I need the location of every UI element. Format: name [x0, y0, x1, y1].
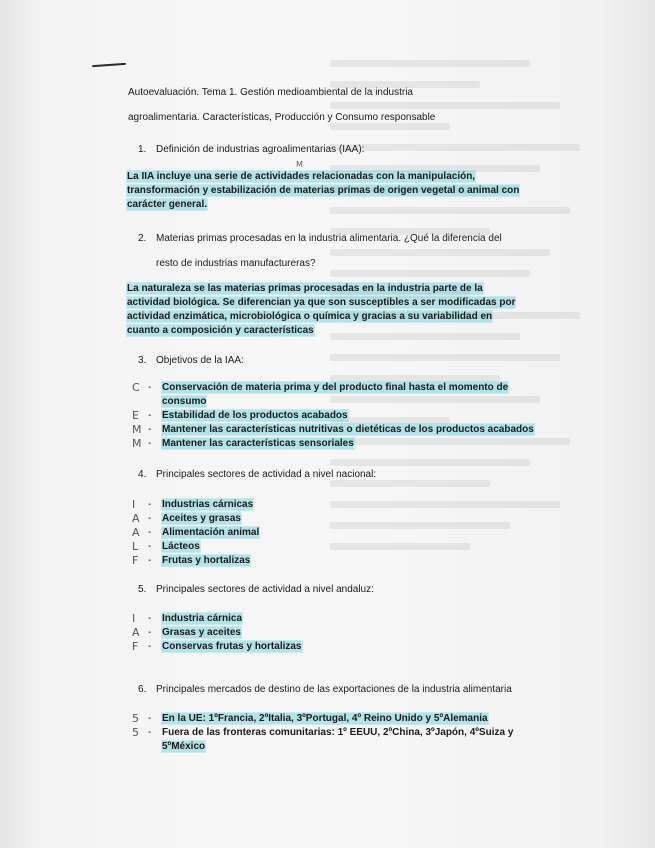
question-4: 4. Principales sectores de actividad a nivel nacional: — [138, 469, 377, 480]
list-item: Lácteos — [162, 541, 200, 552]
doc-title-line2: agroalimentaria. Características, Producción y Consumo responsable — [128, 112, 436, 123]
question-2-line1: 2. Materias primas procesadas en la industria alimentaria. ¿Qué la diferencia del — [138, 233, 502, 244]
list-item-continuation: 5ºMéxico — [162, 741, 206, 752]
list-item: Industria cárnica — [162, 613, 243, 624]
list-item: Mantener las características nutritivas o dietéticas de los productos acabados — [162, 424, 534, 435]
bleed-through-text — [330, 60, 610, 620]
list-item: Conservación de materia prima y del producto final hasta el momento de — [162, 382, 509, 393]
list-item: Mantener las características sensoriales — [162, 438, 354, 449]
margin-letter: F — [132, 640, 139, 653]
margin-letter: 5 — [132, 726, 139, 739]
bullet-dash: - — [148, 499, 152, 510]
question-3: 3. Objetivos de la IAA: — [138, 355, 244, 366]
bullet-dash: - — [148, 424, 152, 435]
list-item: Alimentación animal — [162, 527, 260, 538]
margin-letter: A — [132, 626, 140, 639]
list-item: Frutas y hortalizas — [162, 555, 251, 566]
margin-letter: I — [132, 612, 136, 625]
margin-letter: M — [132, 437, 142, 450]
list-item: En la UE: 1ºFrancia, 2ºItalia, 3ºPortugal, 4º Reino Unido y 5ºAlemania — [162, 713, 488, 724]
doc-title-line1: Autoevaluación. Tema 1. Gestión medioambiental de la industria — [128, 87, 413, 98]
margin-letter: A — [132, 512, 140, 525]
pen-mark — [92, 63, 126, 67]
list-item-continuation: consumo — [162, 396, 207, 407]
bullet-dash: - — [148, 438, 152, 449]
bullet-dash: - — [148, 541, 152, 552]
bullet-dash: - — [148, 555, 152, 566]
list-item: Conservas frutas y hortalizas — [162, 641, 302, 652]
bullet-dash: - — [148, 527, 152, 538]
margin-letter: 5 — [132, 712, 139, 725]
margin-letter: M — [132, 423, 142, 436]
question-6: 6. Principales mercados de destino de las exportaciones de la industria alimentaria — [138, 684, 512, 695]
list-item: Grasas y aceites — [162, 627, 241, 638]
handwritten-annotation: M — [296, 160, 303, 169]
answer-1: La IIA incluye una serie de actividades relacionadas con la manipulación, transformación y estabilización de materias primas de origen vegetal o animal con carácter general. — [127, 171, 520, 210]
bullet-dash: - — [148, 613, 152, 624]
margin-letter: A — [132, 526, 140, 539]
bullet-dash: - — [148, 727, 152, 738]
margin-letter: C — [132, 381, 140, 394]
list-item: Industrias cárnicas — [162, 499, 254, 510]
bullet-dash: - — [148, 382, 152, 393]
question-5: 5. Principales sectores de actividad a nivel andaluz: — [138, 584, 374, 595]
bullet-dash: - — [148, 627, 152, 638]
question-1: 1. Definición de industrias agroalimentarias (IAA): — [138, 144, 365, 155]
bullet-dash: - — [148, 410, 152, 421]
answer-2: La naturaleza se las materias primas procesadas en la industria parte de la actividad biológica. Se diferencian ya que son susceptibles a ser modificadas por actividad enzimática, microbiológica o química y gracias a su variabilidad en cuanto a composición y características — [127, 283, 516, 336]
margin-letter: I — [132, 498, 136, 511]
margin-letter: E — [132, 409, 139, 422]
bullet-dash: - — [148, 713, 152, 724]
list-item: Estabilidad de los productos acabados — [162, 410, 348, 421]
margin-letter: L — [132, 540, 139, 553]
question-2-line2: resto de industrias manufactureras? — [156, 258, 316, 269]
margin-letter: F — [132, 554, 139, 567]
bullet-dash: - — [148, 513, 152, 524]
list-item: Fuera de las fronteras comunitarias: 1º EEUU, 2ºChina, 3ºJapón, 4ºSuiza y — [162, 727, 514, 738]
bullet-dash: - — [148, 641, 152, 652]
list-item: Aceites y grasas — [162, 513, 241, 524]
